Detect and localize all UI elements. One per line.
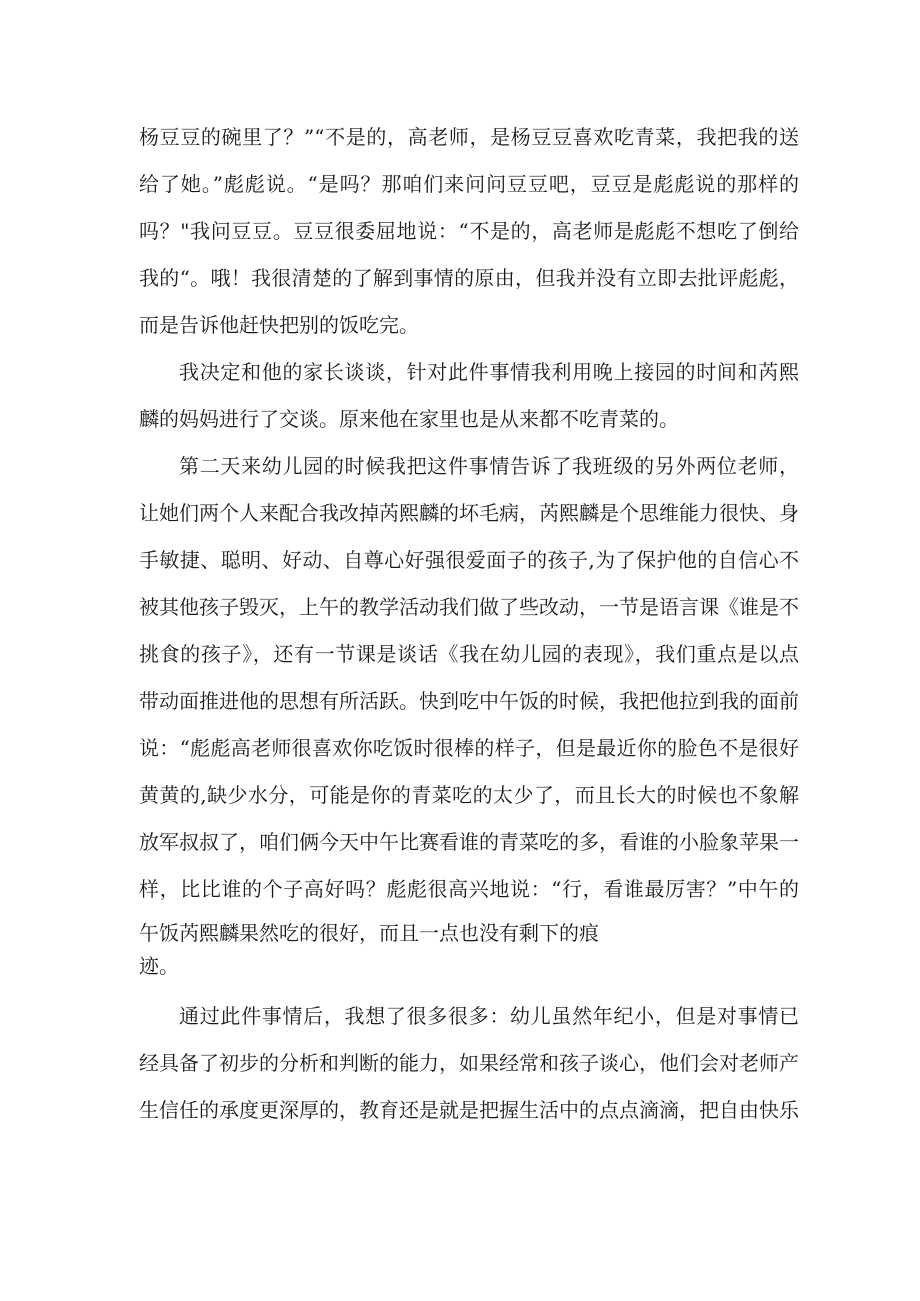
text-line: 让她们两个人来配合我改掉芮熙麟的坏毛病，芮熙麟是个思维能力很快、身: [139, 501, 799, 525]
text-line: 我的“。哦！我很清楚的了解到事情的原由，但我并没有立即去批评彪彪，: [139, 266, 799, 290]
text-line: 放军叔叔了，咱们俩今天中午比赛看谁的青菜吃的多，看谁的小脸象苹果一: [139, 830, 799, 854]
paragraph-3: [139, 443, 799, 993]
paragraph-2: [139, 349, 799, 443]
text-line: 而是告诉他赶快把别的饭吃完。: [139, 313, 419, 337]
text-line: 杨豆豆的碗里了？”“不是的，高老师，是杨豆豆喜欢吃青菜，我把我的送: [139, 125, 799, 149]
paragraph-4: [139, 993, 799, 1134]
text-line: 被其他孩子毁灭，上午的教学活动我们做了些改动，一节是语言课《谁是不: [139, 595, 799, 619]
text-line: 我决定和他的家长谈谈，针对此件事情我利用晚上接园的时间和芮熙: [179, 360, 799, 384]
text-line: 带动面推进他的思想有所活跃。快到吃中午饭的时候，我把他拉到我的面前: [139, 689, 799, 713]
text-line: 手敏捷、聪明、好动、自尊心好强很爱面子的孩子,为了保护他的自信心不: [139, 548, 799, 572]
text-line: 给了她。”彪彪说。“是吗？那咱们来问问豆豆吧，豆豆是彪彪说的那样的: [139, 172, 799, 196]
text-line: 经具备了初步的分析和判断的能力，如果经常和孩子谈心，他们会对老师产: [139, 1051, 799, 1075]
text-line: 挑食的孩子》，还有一节课是谈话《我在幼儿园的表现》，我们重点是以点: [139, 642, 799, 666]
text-line: 黄黄的,缺少水分，可能是你的青菜吃的太少了，而且长大的时候也不象解: [139, 783, 799, 807]
paragraph-1: [139, 114, 799, 349]
text-line: 说：“彪彪高老师很喜欢你吃饭时很棒的样子，但是最近你的脸色不是很好: [139, 736, 799, 760]
text-line: 午饭芮熙麟果然吃的很好，而且一点也没有剩下的痕: [139, 921, 599, 945]
text-line: 样，比比谁的个子高好吗？彪彪很高兴地说：“行，看谁最厉害？”中午的: [139, 877, 799, 901]
document-body: [139, 114, 799, 1134]
text-line: 通过此件事情后，我想了很多很多：幼儿虽然年纪小，但是对事情已: [179, 1004, 799, 1028]
text-line: 迹。: [139, 954, 179, 978]
text-line: 吗？"我问豆豆。豆豆很委屈地说：“不是的，高老师是彪彪不想吃了倒给: [139, 219, 799, 243]
text-line: 生信任的承度更深厚的，教育还是就是把握生活中的点点滴滴，把自由快乐: [139, 1098, 799, 1122]
text-line: 麟的妈妈进行了交谈。原来他在家里也是从来都不吃青菜的。: [139, 407, 679, 431]
text-line: 第二天来幼儿园的时候我把这件事情告诉了我班级的另外两位老师，: [179, 454, 799, 478]
